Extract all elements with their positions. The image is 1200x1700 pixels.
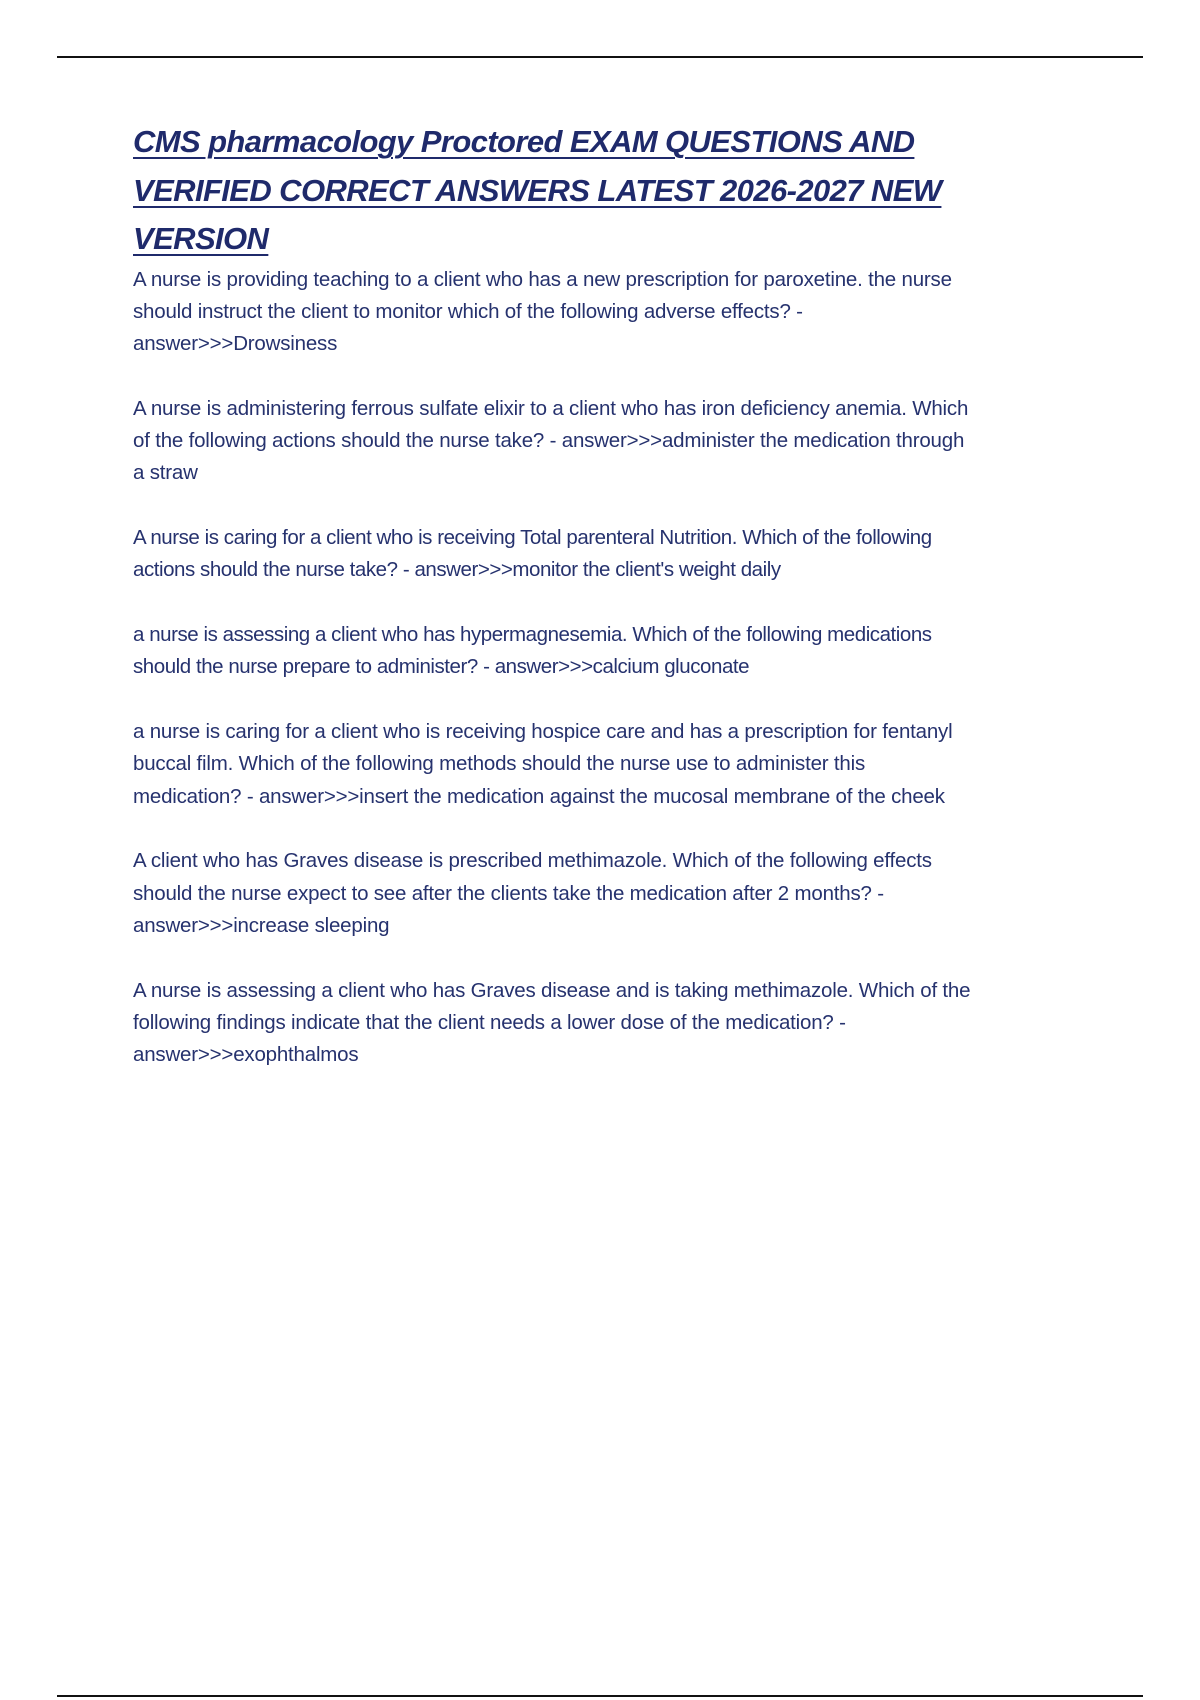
qa-item-7: A nurse is assessing a client who has Graves disease and is taking methimazole. Which of the following findings indicate that the client needs a lower dose of the medication? - answer>>>exophthalmos [133, 978, 971, 1067]
document-title: CMS pharmacology Proctored EXAM QUESTIONS AND VERIFIED CORRECT ANSWERS LATEST 2026-2027 NEW VERSION [133, 124, 942, 256]
qa-item-4: a nurse is assessing a client who has hypermagnesemia. Which of the following medications should the nurse prepare to administer? - answer>>>calcium gluconate [133, 623, 932, 679]
question-answer-list [133, 264, 973, 1072]
qa-item-1: A nurse is providing teaching to a client who has a new prescription for paroxetine. the nurse should instruct the client to monitor which of the following adverse effects? - answer>>>Drowsiness [133, 267, 952, 356]
qa-item-2: A nurse is administering ferrous sulfate elixir to a client who has iron deficiency anemia. Which of the following actions should the nurse take? - answer>>>administer the medication through a straw [133, 396, 969, 485]
top-divider [57, 56, 1143, 58]
qa-item-5: a nurse is caring for a client who is receiving hospice care and has a prescription for fentanyl buccal film. Which of the following methods should the nurse use to administer this medication? - answer>>>insert the medication against the mucosal membrane of the cheek [133, 720, 953, 808]
document-content [133, 118, 973, 1104]
qa-item-3: A nurse is caring for a client who is receiving Total parenteral Nutrition. Which of the following actions should the nurse take? - answer>>>monitor the client's weight daily [133, 526, 932, 582]
bottom-divider [57, 1695, 1143, 1697]
qa-item-6: A client who has Graves disease is prescribed methimazole. Which of the following effects should the nurse expect to see after the clients take the medication after 2 months? - answer>>>increase sleeping [133, 849, 932, 937]
